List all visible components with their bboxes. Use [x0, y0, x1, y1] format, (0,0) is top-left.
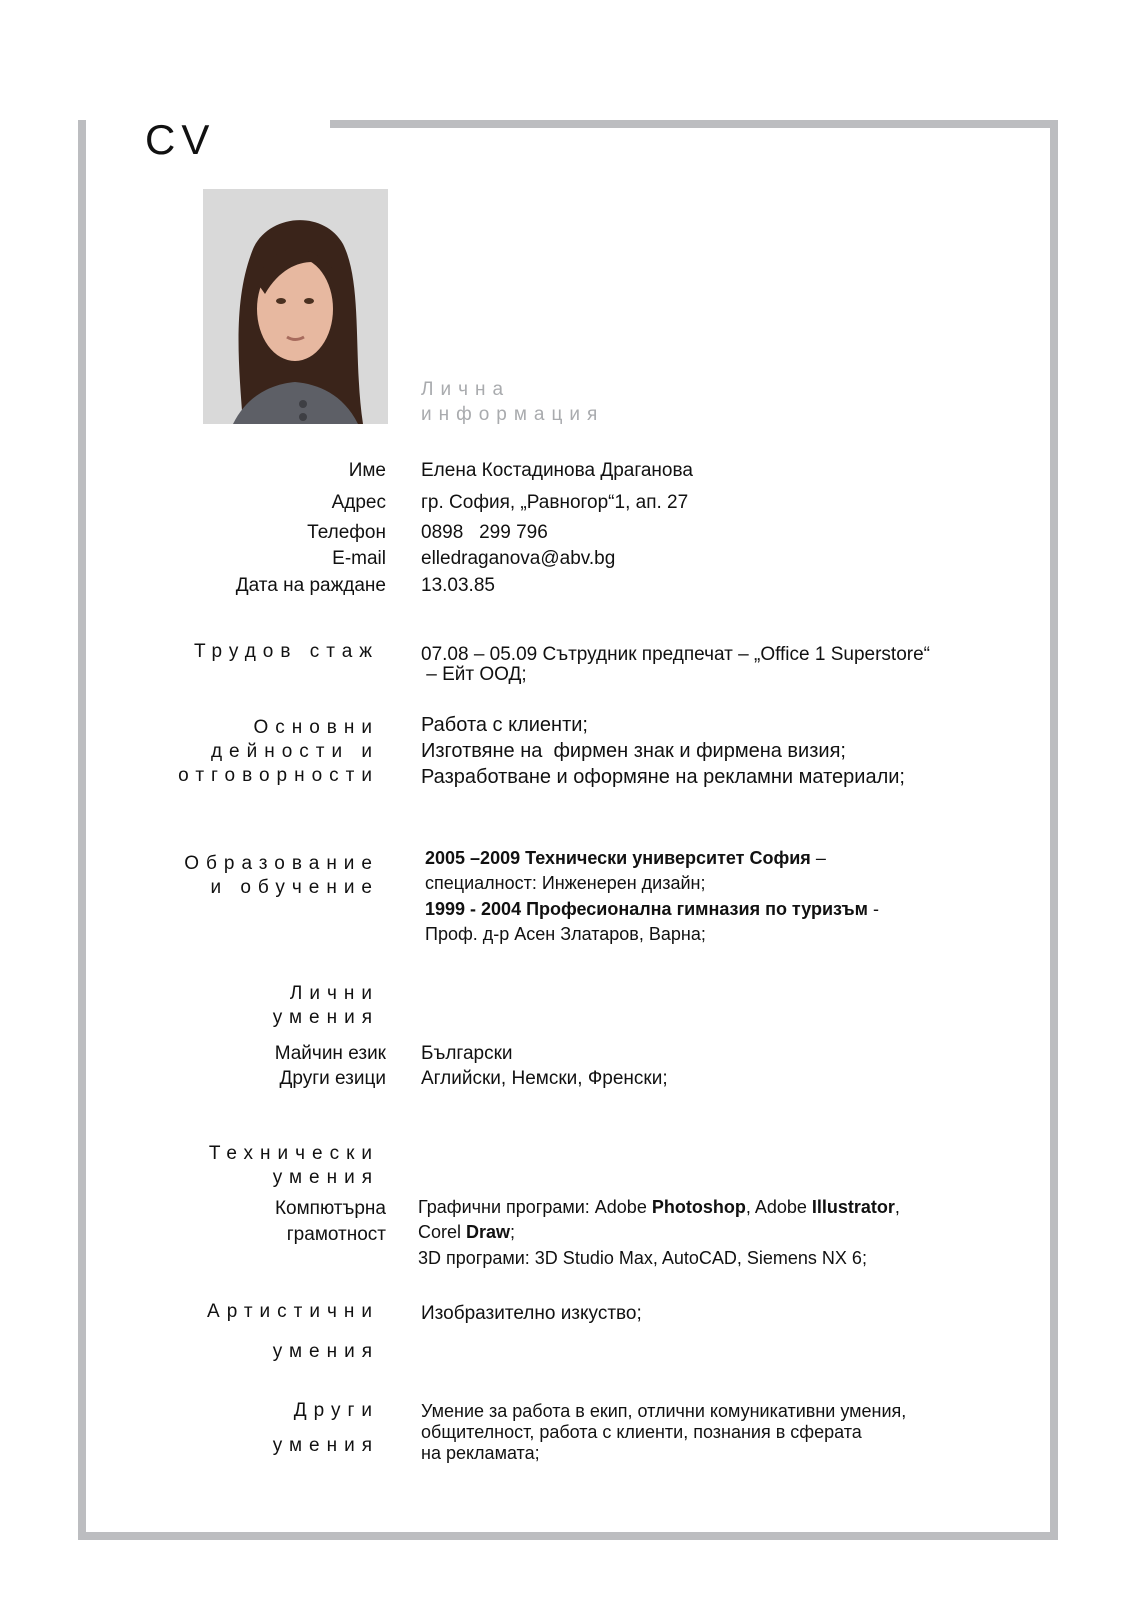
section-personal-skills-line1: Лични	[289, 983, 379, 1004]
birth-date-label: Дата на раждане	[235, 575, 386, 596]
address-value: гр. София, „Равногор“1, ап. 27	[421, 492, 689, 513]
frame-left-border	[78, 120, 86, 1540]
profile-photo	[203, 189, 388, 424]
address-label: Адрес	[331, 492, 386, 513]
illustrator-text: Illustrator	[811, 1197, 895, 1217]
other-languages-label: Други езици	[279, 1068, 386, 1089]
section-education-line1: Образование	[184, 853, 379, 874]
education-entry-1	[425, 848, 826, 869]
education-1-title: 2005 –2009 Технически университет София	[425, 848, 811, 868]
education-2-title: 1999 - 2004 Професионална гимназия по туризъм	[425, 899, 868, 919]
computer-literacy-label-line2: грамотност	[286, 1224, 386, 1245]
section-education	[184, 852, 379, 900]
other-languages-value: Аглийски, Немски, Френски;	[421, 1068, 668, 1089]
section-personal-skills	[273, 982, 379, 1030]
computer-literacy-label	[275, 1196, 386, 1248]
email-label: E-mail	[332, 548, 386, 569]
computer-line-1	[418, 1197, 900, 1218]
email-value: elledraganova@abv.bg	[421, 548, 616, 569]
section-personal-info-line2: информация	[421, 404, 605, 425]
birth-date-value: 13.03.85	[421, 575, 495, 596]
section-artistic-skills-line2: умения	[272, 1341, 379, 1362]
frame-top-border	[330, 120, 1058, 128]
section-main-duties-line1: Основни	[253, 717, 379, 738]
native-language-label: Майчин език	[274, 1043, 386, 1064]
duty-item: Работа с клиенти;	[421, 714, 588, 736]
duty-item: Разработване и оформяне на рекламни материали;	[421, 766, 905, 788]
section-artistic-skills-line1: Артистични	[207, 1301, 379, 1322]
native-language-value: Български	[421, 1043, 513, 1064]
section-main-duties-line3: отговорности	[178, 765, 379, 786]
section-technical-skills	[209, 1142, 379, 1190]
other-skills-line: общителност, работа с клиенти, познания в сферата	[421, 1422, 862, 1442]
comma-text: ,	[894, 1197, 900, 1217]
education-2-dash: -	[867, 899, 879, 919]
work-line-2: – Ейт ООД;	[421, 664, 527, 685]
section-other-skills-line1: Други	[293, 1400, 379, 1421]
work-line-1: 07.08 – 05.09 Сътрудник предпечат – „Office 1 Superstore“	[421, 644, 930, 665]
frame-right-border	[1050, 120, 1058, 1540]
cv-title: CV	[145, 116, 216, 163]
graphics-programs-text: Графични програми: Adobe	[418, 1197, 652, 1217]
computer-literacy-label-line1: Компютърна	[274, 1198, 386, 1219]
section-personal-info-line1: Лична	[421, 379, 511, 400]
section-personal-skills-line2: умения	[272, 1007, 379, 1028]
other-skills-line: на рекламата;	[421, 1443, 540, 1463]
section-personal-info	[421, 377, 604, 427]
duties-list	[421, 712, 905, 790]
adobe-text: , Adobe	[745, 1197, 812, 1217]
draw-text: Draw	[466, 1222, 511, 1242]
semicolon-text: ;	[510, 1222, 516, 1242]
section-main-duties	[178, 716, 379, 788]
frame-bottom-border	[78, 1532, 1058, 1540]
section-education-line2: и обучение	[210, 877, 379, 898]
education-entry-2	[425, 899, 879, 920]
name-value: Елена Костадинова Драганова	[421, 460, 693, 481]
education-1-specialty: специалност: Инженерен дизайн;	[425, 873, 706, 893]
phone-label: Телефон	[307, 522, 386, 543]
corel-text: Corel	[418, 1222, 467, 1242]
phone-value: 0898 299 796	[421, 522, 548, 543]
name-label: Име	[348, 460, 386, 481]
section-main-duties-line2: дейности и	[210, 741, 379, 762]
education-2-school: Проф. д-р Асен Златаров, Варна;	[425, 924, 706, 944]
section-other-skills-line2: умения	[272, 1435, 379, 1456]
photoshop-text: Photoshop	[651, 1197, 746, 1217]
other-skills-value	[421, 1401, 906, 1464]
section-technical-skills-line2: умения	[272, 1167, 379, 1188]
section-technical-skills-line1: Технически	[208, 1143, 379, 1164]
section-work-experience: Трудов стаж	[193, 641, 379, 662]
computer-line-2	[418, 1222, 515, 1243]
other-skills-line: Умение за работа в екип, отлични комуникативни умения,	[421, 1401, 907, 1421]
education-1-dash: –	[810, 848, 826, 868]
duty-item: Изготвяне на фирмен знак и фирмена визия;	[421, 740, 846, 762]
computer-line-3: 3D програми: 3D Studio Max, AutoCAD, Siemens NX 6;	[418, 1248, 867, 1268]
artistic-skills-value: Изобразително изкуство;	[421, 1303, 642, 1324]
